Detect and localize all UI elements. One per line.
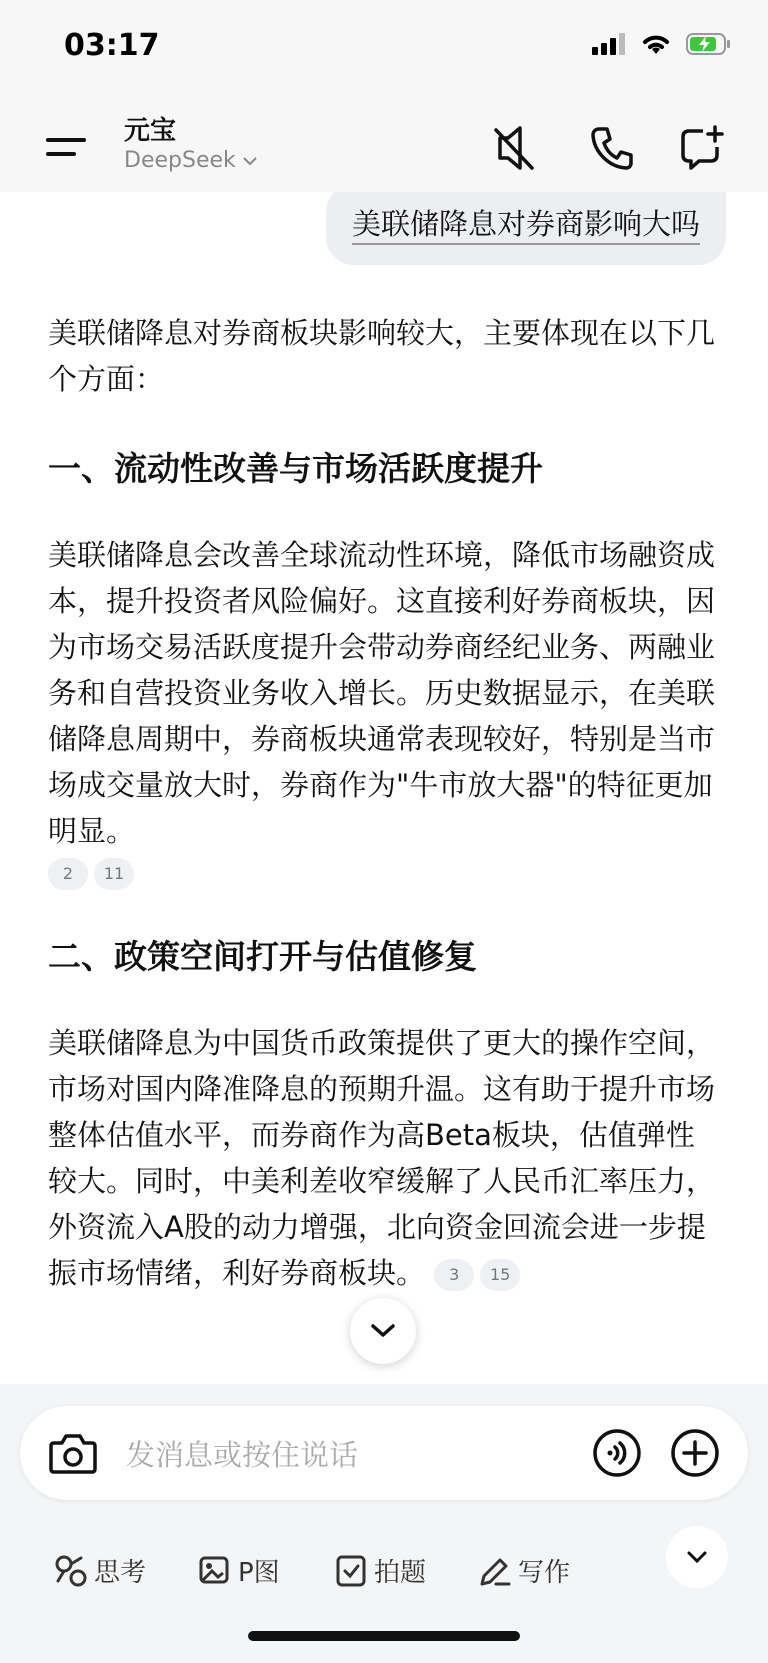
- collapse-tools-button[interactable]: [666, 1526, 728, 1588]
- app-header: [0, 100, 768, 192]
- user-message-text: 美联储降息对券商影响大吗: [352, 207, 700, 245]
- reference-row-1: [48, 858, 718, 890]
- tool-image-edit-label: P图: [238, 1558, 280, 1588]
- call-button[interactable]: [586, 122, 638, 174]
- tool-row: [0, 1534, 768, 1614]
- photo-question-icon: [334, 1554, 368, 1588]
- tool-writing[interactable]: [478, 1552, 570, 1589]
- user-message-bubble[interactable]: [326, 192, 726, 265]
- message-input-bar: [20, 1406, 748, 1500]
- pen-icon: [478, 1554, 512, 1588]
- model-selector[interactable]: [124, 148, 258, 173]
- reference-badge[interactable]: 15: [480, 1259, 520, 1291]
- voice-icon: [592, 1428, 642, 1478]
- mute-button[interactable]: [488, 122, 540, 174]
- section-body-1: 美联储降息会改善全球流动性环境，降低市场融资成本，提升投资者风险偏好。这直接利好券商板块，因为市场交易活跃度提升会带动券商经纪业务、两融业务和自营投资业务收入增长。历史数据显示，在美联储降息周期中，券商板块通常表现较好，特别是当市场成交量放大时，券商作为"牛市放大器"的特征更加明显。: [48, 538, 716, 848]
- menu-icon: [44, 122, 92, 170]
- model-name: DeepSeek: [124, 148, 236, 173]
- message-input[interactable]: [124, 1432, 548, 1478]
- assistant-answer: [48, 310, 718, 1296]
- mute-icon: [492, 124, 536, 172]
- voice-button[interactable]: [590, 1426, 644, 1480]
- status-icons: [592, 32, 732, 60]
- section-body-2-text: 美联储降息为中国货币政策提供了更大的操作空间，市场对国内降准降息的预期升温。这有助于提升市场整体估值水平，而券商作为高Beta板块，估值弹性较大。同时，中美利差收窄缓解了人民币汇率压力，外资流入A股的动力增强，北向资金回流会进一步提振市场情绪，利好券商板块。: [48, 1026, 716, 1290]
- status-bar: [0, 0, 768, 100]
- reference-badge[interactable]: 3: [434, 1259, 474, 1291]
- app-title: 元宝: [124, 116, 177, 146]
- tool-think[interactable]: [54, 1552, 146, 1589]
- think-icon: [54, 1554, 88, 1588]
- plus-icon: [670, 1428, 720, 1478]
- chevron-down-icon: [686, 1550, 708, 1564]
- new-chat-icon: [679, 125, 725, 171]
- new-chat-button[interactable]: [676, 122, 728, 174]
- section-heading-2: 二、政策空间打开与估值修复: [48, 937, 477, 976]
- status-time: 03:17: [64, 28, 160, 63]
- signal-icon: [592, 33, 626, 59]
- answer-intro: 美联储降息对券商板块影响较大，主要体现在以下几个方面：: [48, 316, 716, 396]
- battery-icon: [686, 32, 732, 60]
- scroll-to-bottom-button[interactable]: [350, 1298, 416, 1364]
- camera-icon: [48, 1431, 98, 1475]
- wifi-icon: [640, 32, 672, 60]
- image-edit-icon: [198, 1554, 232, 1588]
- section-body-2: [48, 1020, 718, 1296]
- tool-photo-question-label: 拍题: [374, 1558, 427, 1588]
- tool-writing-label: 写作: [518, 1558, 571, 1588]
- section-heading-1: 一、流动性改善与市场活跃度提升: [48, 449, 543, 488]
- reference-badge[interactable]: 2: [48, 858, 88, 890]
- tool-think-label: 思考: [94, 1558, 147, 1588]
- chat-area[interactable]: [0, 192, 768, 1384]
- composer-area: [0, 1384, 768, 1663]
- tool-image-edit[interactable]: [198, 1552, 280, 1589]
- menu-button[interactable]: [44, 122, 92, 170]
- camera-button[interactable]: [46, 1426, 100, 1480]
- tool-photo-question[interactable]: [334, 1552, 426, 1589]
- attach-button[interactable]: [668, 1426, 722, 1480]
- phone-icon: [589, 125, 635, 171]
- reference-badge[interactable]: 11: [94, 858, 134, 890]
- chevron-down-icon: [370, 1323, 396, 1339]
- home-indicator: [248, 1631, 520, 1641]
- chevron-down-icon: [242, 155, 258, 167]
